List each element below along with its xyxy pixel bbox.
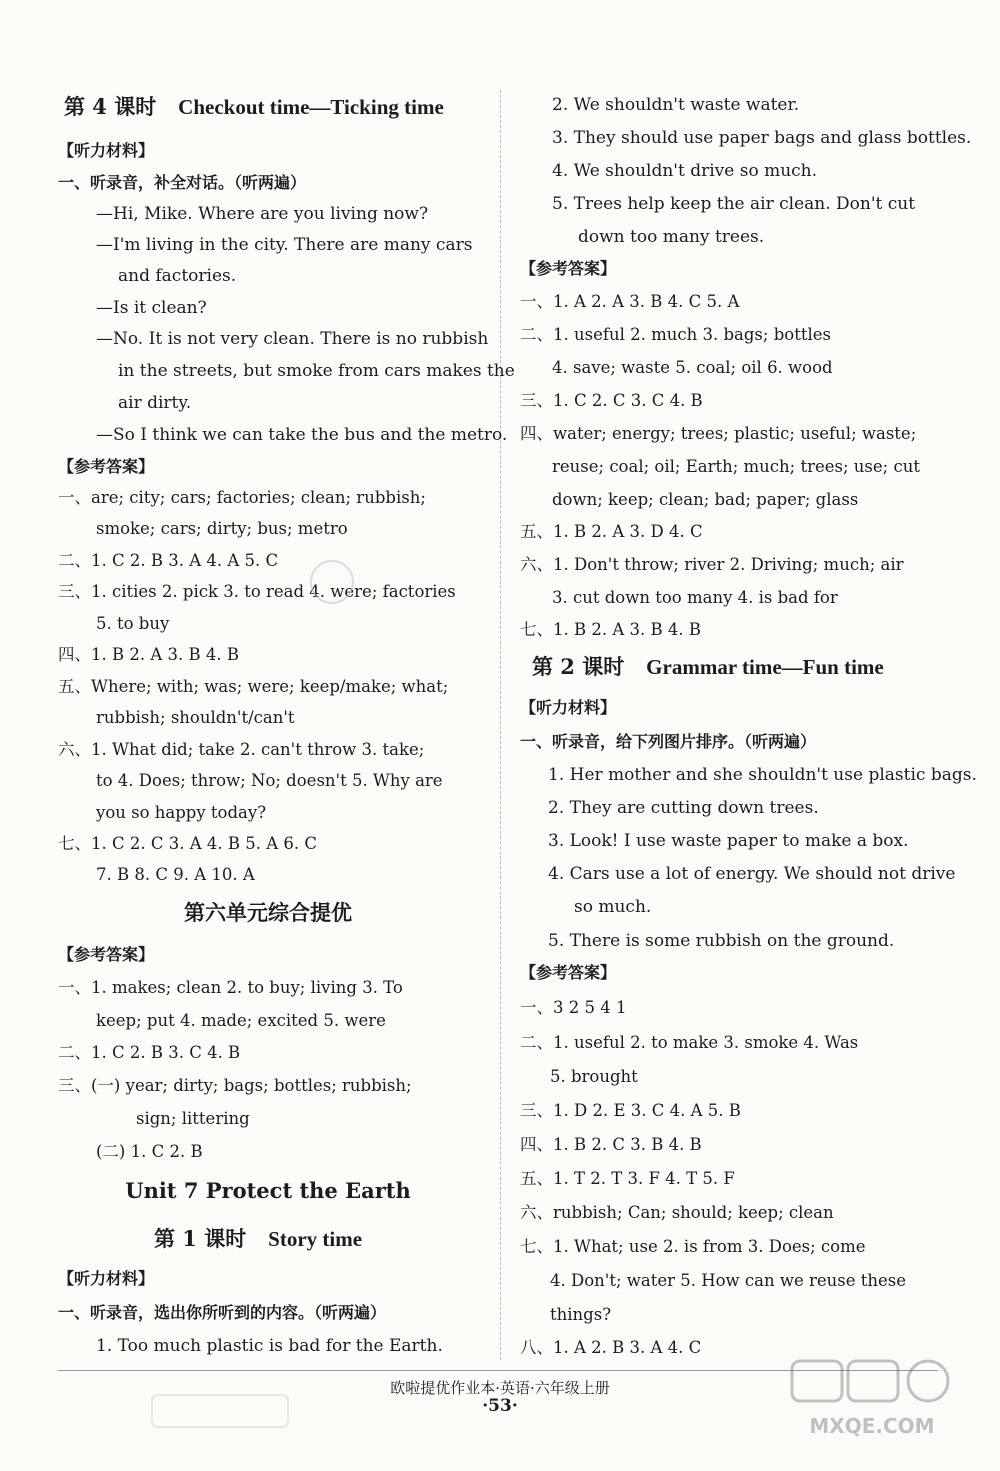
answer-line: 四、1. B 2. C 3. B 4. B [520,1135,702,1154]
dialog-line: and factories. [118,266,237,286]
dialog-line: —Hi, Mike. Where are you living now? [96,204,429,224]
listening-item: so much. [574,897,652,917]
tag-answers: 【参考答案】 [520,963,617,982]
answer-line: 四、1. B 2. A 3. B 4. B [58,645,239,664]
lesson2-title: 第 2 课时 Grammar time—Fun time [532,654,884,679]
answer-line: 七、1. B 2. A 3. B 4. B [520,620,701,639]
listening-item: 3. Look! I use waste paper to make a box. [548,831,909,851]
dialog-line: air dirty. [118,393,192,413]
tag-answers: 【参考答案】 [58,945,155,964]
answer-line: 7. B 8. C 9. A 10. A [96,865,255,884]
answer-line: 三、(一) year; dirty; bags; bottles; rubbish; [58,1076,412,1095]
answer-line: 二、1. useful 2. much 3. bags; bottles [520,325,831,344]
answer-line: 三、1. D 2. E 3. C 4. A 5. B [520,1101,741,1120]
listening-item: 5. There is some rubbish on the ground. [548,931,895,951]
listening-item: 3. They should use paper bags and glass bottles. [552,128,972,148]
faint-stamp [310,560,354,604]
answer-line: 一、are; city; cars; factories; clean; rubbish; [58,488,426,507]
answer-line: 二、1. useful 2. to make 3. smoke 4. Was [520,1033,859,1052]
dialog-line: —No. It is not very clean. There is no rubbish [96,329,489,349]
lesson4-title: 第 4 课时 Checkout time—Ticking time [64,94,444,119]
listening-item: 4. Cars use a lot of energy. We should not drive [548,864,956,884]
tag-listening: 【听力材料】 [520,698,617,717]
answer-line: keep; put 4. made; excited 5. were [96,1011,386,1030]
answer-line: 一、1. makes; clean 2. to buy; living 3. To [58,978,403,997]
question-1-heading: 一、听录音，给下列图片排序。（听两遍） [520,732,817,751]
dialog-line: —So I think we can take the bus and the metro. [96,425,508,445]
listening-item: 4. We shouldn't drive so much. [552,161,818,181]
tag-listening: 【听力材料】 [58,141,155,160]
site-watermark-logo [782,1353,962,1443]
page-number: ·53· [482,1396,518,1416]
faint-watermark-logo [150,1391,290,1431]
answer-line: 4. save; waste 5. coal; oil 6. wood [552,358,833,377]
answer-line: 八、1. A 2. B 3. A 4. C [520,1338,702,1357]
answer-line: 六、1. Don't throw; river 2. Driving; much; air [520,555,904,574]
answer-line: 五、1. T 2. T 3. F 4. T 5. F [520,1169,735,1188]
answer-line: 5. brought [550,1067,638,1086]
dialog-line: in the streets, but smoke from cars makes the [118,361,515,381]
answer-line: 六、rubbish; Can; should; keep; clean [520,1203,834,1222]
listening-item: 1. Too much plastic is bad for the Earth. [96,1336,443,1356]
answer-line: 七、1. C 2. C 3. A 4. B 5. A 6. C [58,834,317,853]
unit6-review-title: 第六单元综合提优 [184,900,352,925]
tag-answers: 【参考答案】 [520,259,617,278]
answer-line: things? [550,1305,612,1324]
tag-answers: 【参考答案】 [58,457,155,476]
listening-item: 2. They are cutting down trees. [548,798,819,818]
answer-line: 七、1. What; use 2. is from 3. Does; come [520,1237,866,1256]
lesson1-title: 第 1 课时 Story time [154,1226,363,1251]
column-divider [500,90,501,1360]
answer-line: reuse; coal; oil; Earth; much; trees; use; cut [552,457,920,476]
listening-item: 5. Trees help keep the air clean. Don't cut [552,194,916,214]
answer-line: rubbish; shouldn't/can't [96,708,295,727]
answer-line: sign; littering [136,1109,250,1128]
svg-text:MXQE.COM: MXQE.COM [809,1414,935,1438]
question-1-heading: 一、听录音，补全对话。（听两遍） [58,173,307,192]
answer-line: 五、1. B 2. A 3. D 4. C [520,522,703,541]
footer-book-title: 欧啦提优作业本·英语·六年级上册 [390,1379,610,1397]
answer-line: 六、1. What did; take 2. can't throw 3. take; [58,740,425,759]
answer-line: 三、1. cities 2. pick 3. to read 4. were; factories [58,582,456,601]
dialog-line: —I'm living in the city. There are many cars [96,235,473,255]
answer-line: 一、3 2 5 4 1 [520,998,627,1017]
answer-line: down; keep; clean; bad; paper; glass [552,490,859,509]
answer-line: 5. to buy [96,614,170,633]
answer-line: 4. Don't; water 5. How can we reuse these [550,1271,907,1290]
listening-item: 1. Her mother and she shouldn't use plastic bags. [548,765,977,785]
answer-line: to 4. Does; throw; No; doesn't 5. Why are [96,771,443,790]
listening-item: down too many trees. [578,227,765,247]
answer-line: 一、1. A 2. A 3. B 4. C 5. A [520,292,740,311]
answer-line: you so happy today? [96,803,267,822]
answer-line: 三、1. C 2. C 3. C 4. B [520,391,703,410]
answer-line: 四、water; energy; trees; plastic; useful; waste; [520,424,917,443]
answer-line: 二、1. C 2. B 3. C 4. B [58,1043,241,1062]
question-1-heading: 一、听录音，选出你所听到的内容。（听两遍） [58,1303,387,1322]
answer-line: smoke; cars; dirty; bus; metro [96,519,348,538]
listening-item: 2. We shouldn't waste water. [552,95,800,115]
answer-line: 3. cut down too many 4. is bad for [552,588,838,607]
answer-line: (二) 1. C 2. B [96,1142,203,1161]
unit7-title: Unit 7 Protect the Earth [125,1178,411,1203]
answer-line: 二、1. C 2. B 3. A 4. A 5. C [58,551,279,570]
tag-listening: 【听力材料】 [58,1269,155,1288]
answer-line: 五、Where; with; was; were; keep/make; what; [58,677,449,696]
dialog-line: —Is it clean? [96,298,207,318]
